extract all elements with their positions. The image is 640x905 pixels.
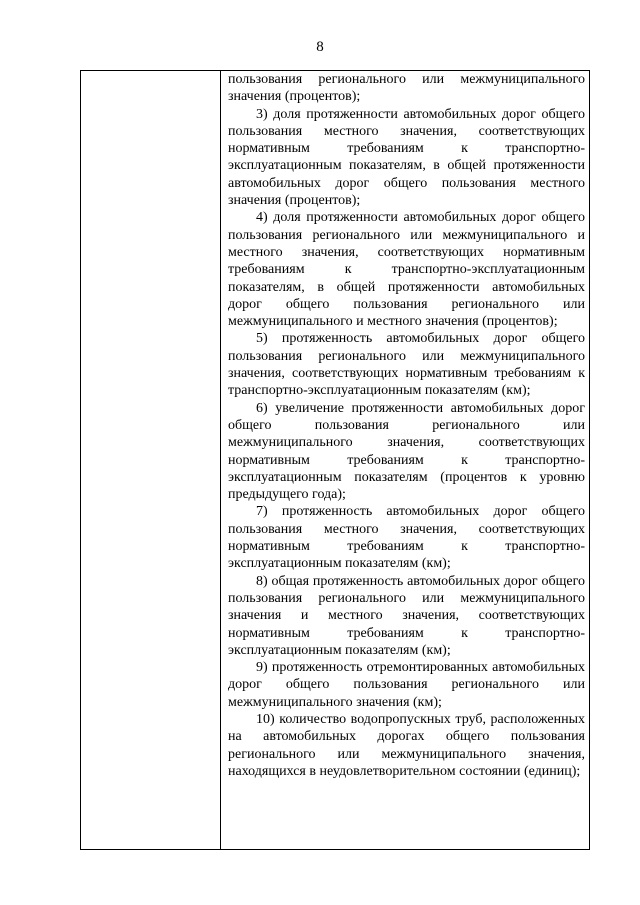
page-number: 8 [316, 39, 324, 55]
list-item: пользования регионального или межмуниципального значения (процентов); [228, 72, 585, 105]
document-table [80, 70, 590, 850]
list-item: 3) доля протяженности автомобильных дорог общего пользования местного значения, соответствующих нормативным требованиям к транспортно-эксплуатационным показателям, в общей протяженности автомобильных дорог общего пользования местного значения (процентов); [228, 106, 585, 209]
list-item: 4) доля протяженности автомобильных дорог общего пользования регионального или межмуниципального и местного значения, соответствующих нормативным требованиям к транспортно-эксплуатационным показателям, в общей протяженности автомобильных дорог общего пользования регионального или межмуниципального и местного значения (процентов); [228, 210, 585, 330]
list-item: 5) протяженность автомобильных дорог общего пользования регионального или межмуниципального значения, соответствующих нормативным требованиям к транспортно-эксплуатационным показателям (км); [228, 331, 585, 399]
list-item: 10) количество водопропускных труб, расположенных на автомобильных дорогах общего пользования регионального или межмуниципального значения, находящихся в неудовлетворительном состоянии (единиц); [228, 711, 585, 779]
list-item: 7) протяженность автомобильных дорог общего пользования местного значения, соответствующих нормативным требованиям к транспортно-эксплуатационным показателям (км); [228, 504, 585, 572]
list-item: 8) общая протяженность автомобильных дорог общего пользования регионального или межмуниципального значения и местного значения, соответствующих нормативным требованиям к транспортно-эксплуатационным показателям (км); [228, 573, 585, 658]
list-item: 6) увеличение протяженности автомобильных дорог общего пользования регионального или межмуниципального значения, соответствующих нормативным требованиям к транспортно-эксплуатационным показателям (процентов к уровню предыдущего года); [228, 400, 585, 503]
table-left-cell [81, 71, 221, 849]
table-right-cell [221, 71, 589, 780]
list-item: 9) протяженность отремонтированных автомобильных дорог общего пользования регионального или межмуниципального значения (км); [228, 660, 585, 710]
